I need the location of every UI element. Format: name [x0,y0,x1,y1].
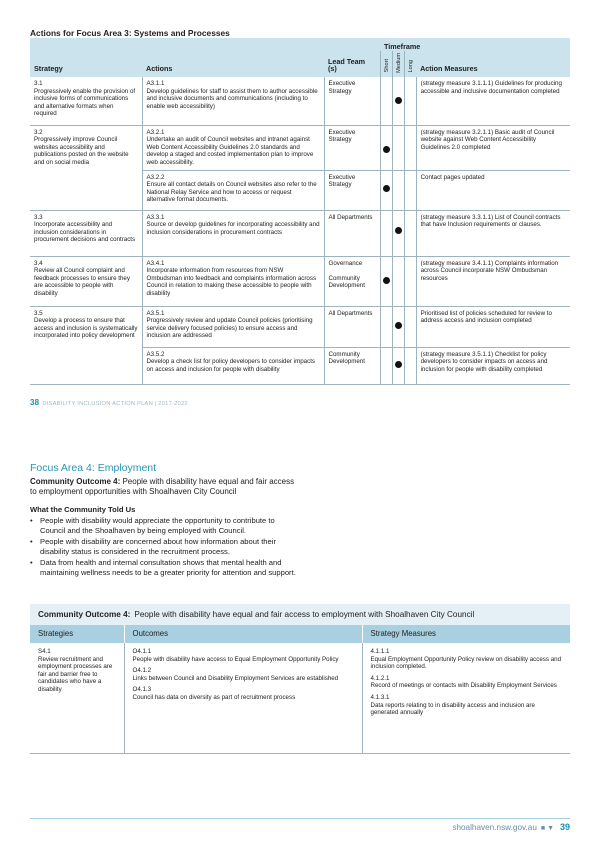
timeframe-header: Timeframe [380,38,416,51]
outcomes-cell [124,643,362,754]
community-outcome-text: People with disability have equal and fair access to employment opportunities with Shoalhaven City Council [30,477,295,496]
outcomes-header: Outcomes [124,625,362,643]
action-cell: A3.5.1 Progressively review and update Council policies (prioritising service delivery focused policies) to ensure access and inclusion are addressed [142,306,324,347]
strategy-cell: 3.1 Progressively enable the provision of inclusive forms of communications and alternative formats when required [30,77,142,125]
lead-cell: All Departments [324,210,380,256]
outcome-item: O4.1.2 Links between Council and Disability Employment Services are established [132,667,339,682]
outcome-banner-label: Community Outcome 4: [38,610,131,619]
table-row [30,256,570,306]
measure-item: 4.1.3.1 Data reports relating to in disability access and inclusion are generated annually [370,693,535,717]
timeframe-dot [395,227,402,234]
timeframe-dot [383,185,390,192]
table-row [30,77,570,125]
measure-item: 4.1.1.1 Equal Employment Opportunity Policy review on disability access and inclusion completed. [370,648,562,671]
table-row [30,125,570,170]
measure-cell: (strategy measure 3.3.1.1) List of Council contracts that have Inclusion requirements or clauses. [416,210,570,256]
long-header: Long [407,59,414,73]
actions-header: Actions [142,51,324,77]
timeframe-dot [395,97,402,104]
action-cell: A3.2.1 Undertake an audit of Council websites and intranet against Web Content Accessibility Guidelines 2.0 standards and develop a staged and costed implementation plan to improve web accessibility. [142,125,324,170]
short-header: Short [383,59,390,73]
measures-header: Action Measures [416,51,570,77]
strategies-table [30,625,570,754]
site-url[interactable]: shoalhaven.nsw.gov.au [452,823,537,832]
outcome-item: O4.1.3 Council has data on diversity as part of recruitment process [132,686,296,701]
table-row [30,306,570,347]
lead-cell: Executive Strategy [324,125,380,170]
medium-header: Medium [395,52,402,73]
measure-item: 4.1.2.1 Record of meetings or contacts with Disability Employment Services [370,674,557,690]
community-told-us-heading: What the Community Told Us [30,505,136,514]
table-row [30,347,570,384]
lead-cell: Executive Strategy [324,77,380,125]
lead-team-header: Lead Team (s) [324,51,380,77]
strategy-header: Strategy [30,51,142,77]
list-item: • People with disability are concerned about how information about their disability status is considered in the recruitment process. [30,537,300,556]
strategy-cell: 3.3 Incorporate accessibility and inclusion considerations in procurement decisions and contracts [30,210,142,256]
measure-cell: Prioritised list of policies scheduled for review to address access and inclusion completed [416,306,570,347]
footer-divider [30,818,570,819]
action-cell: A3.3.1 Source or develop guidelines for incorporating accessibility and inclusion considerations in procurement contracts [142,210,324,256]
table-row [30,643,570,754]
measure-cell: (strategy measure 3.1.1.1) Guidelines for producing accessible and inclusive documentation completed [416,77,570,125]
action-cell: A3.2.2 Ensure all contact details on Council websites also refer to the National Relay Service and how to access or request alternative format documents. [142,170,324,210]
actions-table [30,38,570,385]
lead-cell: Executive Strategy [324,170,380,210]
page-footer-left [30,398,188,407]
timeframe-dot [383,277,390,284]
action-cell: A3.5.2 Develop a check list for policy developers to consider impacts on access and inclusion for people with disability [142,347,324,384]
lead-cell: Community Development [324,347,380,384]
outcome-banner-text: People with disability have equal and fair access to employment with Shoalhaven City Council [134,610,475,619]
list-item: • People with disability would appreciate the opportunity to contribute to Council and the Shoalhaven by being employed with Council. [30,516,300,535]
community-outcome-label: Community Outcome 4: [30,477,121,486]
measure-cell: (strategy measure 3.5.1.1) Checklist for policy developers to consider impacts on access and inclusion for people with disability completed [416,347,570,384]
strategy-measures-header: Strategy Measures [362,625,570,643]
focus-area-title: Focus Area 4: Employment [30,462,157,474]
page-number-left: 38 [30,398,40,407]
measure-cell: (strategy measure 3.4.1.1) Complaints information across Council incorporate NSW Ombudsman resources [416,256,570,306]
section-title: Actions for Focus Area 3: Systems and Processes [30,28,230,38]
measure-cell: Contact pages updated [416,170,570,210]
footer-doc-title: DISABILITY INCLUSION ACTION PLAN | 2017-2022 [42,401,188,407]
timeframe-dot [383,146,390,153]
strategy-cell: 3.2 Progressively improve Council websites accessibility and publications posted on the website and on social media [30,125,142,170]
table-row [30,170,570,210]
list-item: • Data from health and internal consultation shows that mental health and maintaining wellness needs to be a greater priority for attention and support. [30,558,300,577]
community-told-us-list [30,516,300,580]
outcome-item: O4.1.1 People with disability have access to Equal Employment Opportunity Policy [132,648,339,663]
outcome-banner [30,604,570,625]
timeframe-dot [395,322,402,329]
measure-cell: (strategy measure 3.2.1.1) Basic audit of Council website against Web Content Accessibility Guidelines 2.0 completed [416,125,570,170]
strategy-cell: 3.5 Develop a process to ensure that access and inclusion is systematically incorporated into policy development [30,306,142,347]
timeframe-dot [395,361,402,368]
strategies-header: Strategies [30,625,124,643]
lead-cell: All Departments [324,306,380,347]
table-row [30,210,570,256]
strategy-cell: S4.1 Review recruitment and employment processes are fair and barrier free to candidates who have a disability [30,643,124,754]
action-cell: A3.4.1 Incorporate information from resources from NSW Ombudsman into feedback and complaints information across Council in relation to making these accessible to people with disability [142,256,324,306]
strategy-cell: 3.4 Review all Council complaint and feedback processes to ensure they are accessible to people with disability [30,256,142,306]
facebook-icon[interactable]: ■ [540,825,546,832]
measures-cell [362,643,570,754]
action-cell: A3.1.1 Develop guidelines for staff to assist them to author accessible and inclusive documents and communications (including to enable web accessibility) [142,77,324,125]
lead-cell: Governance Community Development [324,256,380,306]
twitter-icon[interactable]: ▼ [547,825,554,832]
page-number-right: 39 [559,822,570,832]
community-outcome [30,477,300,497]
footer-site [452,823,558,832]
